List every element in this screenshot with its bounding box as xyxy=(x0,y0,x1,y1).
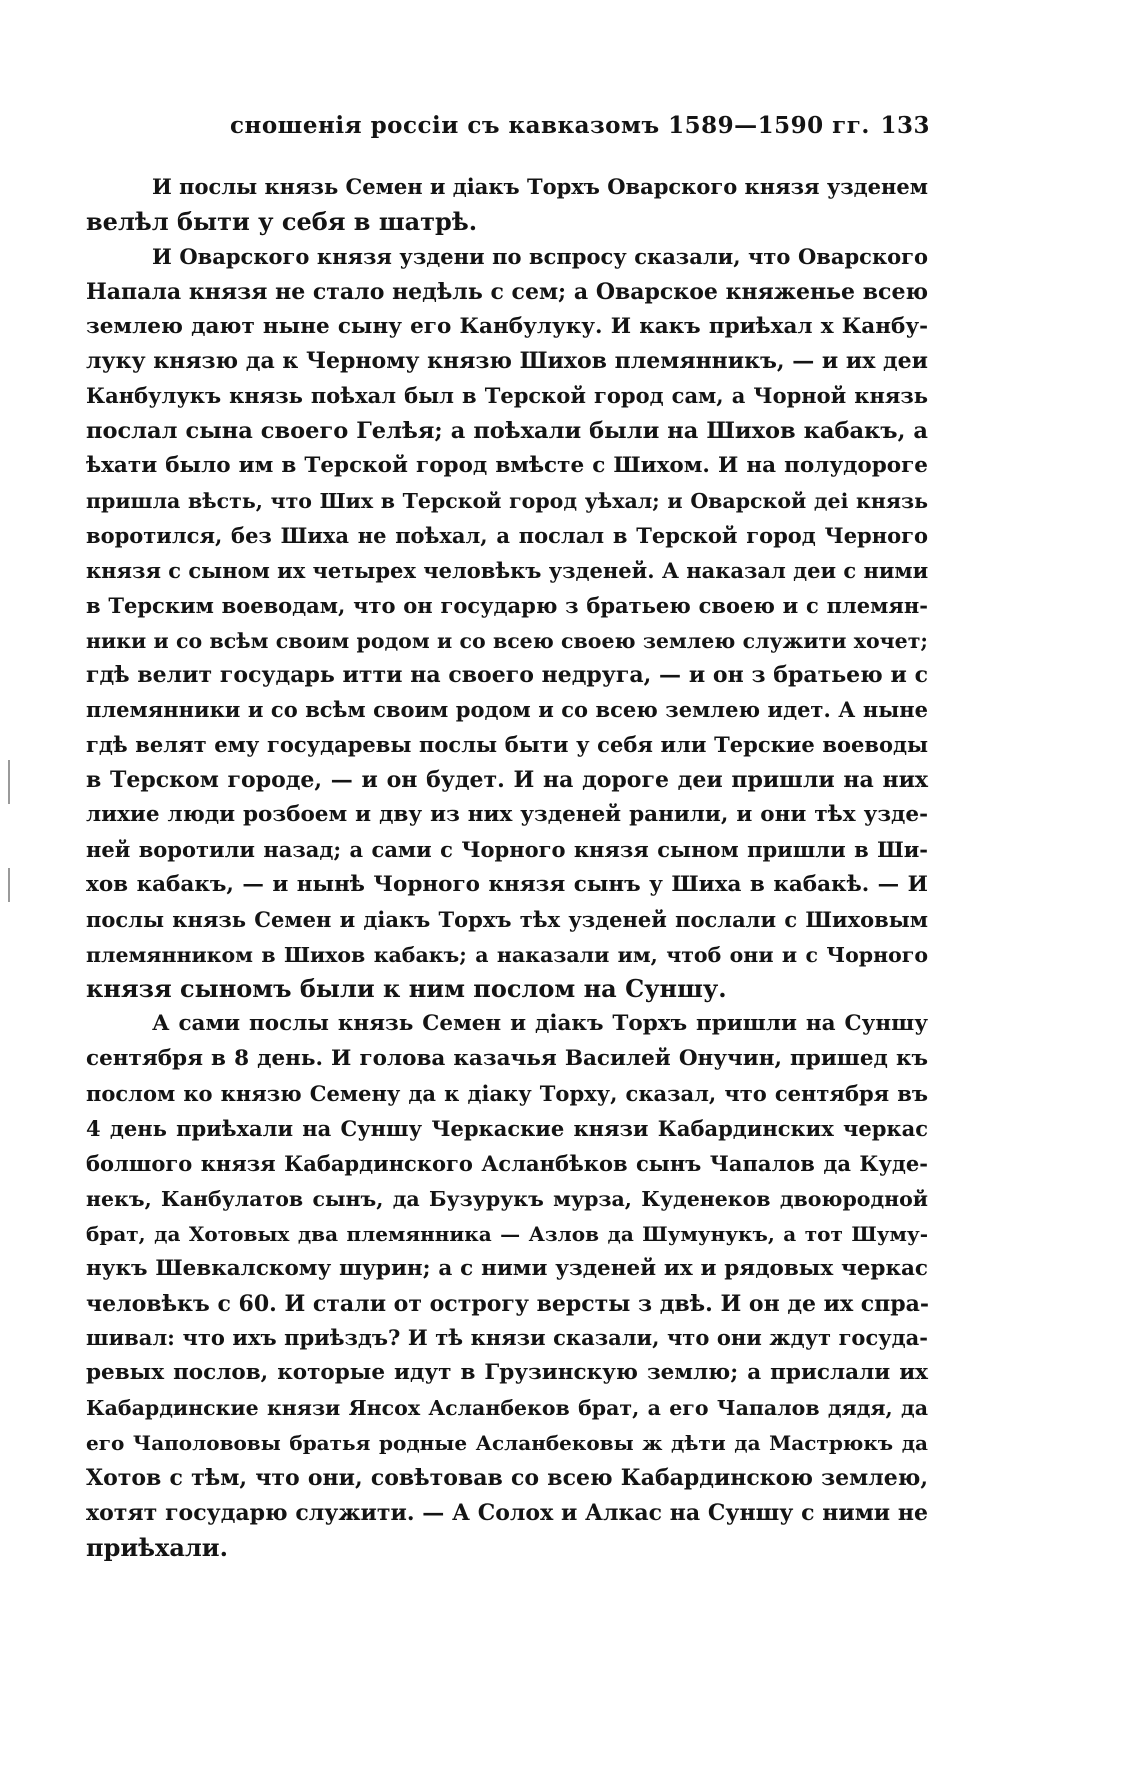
text-line: А сами послы князь Семен и діакъ Торхъ пришли на Суншу xyxy=(152,1011,928,1037)
text-line: 4 день приѣхали на Суншу Черкаские князи Кабардинских черкас xyxy=(86,1116,928,1142)
text-line: племянником в Шихов кабакъ; а наказали им, чтоб они и с Чорного xyxy=(86,942,928,967)
text-line: князя сыномъ были к ним послом на Суншу. xyxy=(86,974,727,1004)
text-line: землею дают ныне сыну его Канбулуку. И какъ приѣхал х Канбу- xyxy=(86,313,928,339)
text-line: человѣкъ с 60. И стали от острогу версты з двѣ. И он де их спра- xyxy=(86,1290,930,1317)
text-line: пришла вѣсть, что Ших в Терской город уѣхал; и Оварской деі князь xyxy=(86,489,928,514)
paragraph xyxy=(86,240,928,1008)
text-line: в Терским воеводам, что он государю з братьею своею и с племян- xyxy=(86,592,928,618)
text-line: хотят государю служити. — А Солох и Алкас на Суншу с ними не xyxy=(86,1499,928,1526)
text-line: послал сына своего Гелѣя; а поѣхали были на Шихов кабакъ, а xyxy=(86,418,928,445)
text-line: некъ, Канбулатов сынъ, да Бузурукъ мурза, Куденеков двоюродной xyxy=(86,1186,928,1211)
paragraph xyxy=(86,1007,928,1565)
text-line: Канбулукъ князь поѣхал был в Терской город сам, а Чорной князь xyxy=(86,383,928,409)
text-line: племянники и со всѣм своим родом и со всею землею идет. А ныне xyxy=(86,697,928,723)
text-line: брат, да Хотовых два племянника — Азлов да Шумунукъ, а тот Шуму- xyxy=(86,1221,928,1246)
text-line: Хотов с тѣм, что они, совѣтовав со всею Кабардинскою землею, xyxy=(86,1464,928,1491)
text-line: луку князю да к Черному князю Шихов племянникъ, — и их деи xyxy=(86,348,928,375)
text-line: ѣхати было им в Терской город вмѣсте с Шихом. И на полудороге xyxy=(86,453,928,479)
text-line: князя с сыном их четырех человѣкъ узденей. А наказал деи с ними xyxy=(86,557,929,583)
page-number: 133 xyxy=(880,112,930,139)
text-line: Напала князя не стало недѣль с сем; а Оварское княженье всею xyxy=(86,278,928,305)
paragraph xyxy=(86,170,928,240)
text-line: И Оварского князя уздени по вспросу сказали, что Оварского xyxy=(152,243,928,269)
text-line: ревых послов, которые идут в Грузинскую землю; а прислали их xyxy=(86,1360,928,1386)
text-line: нукъ Шевкалскому шурин; а с ними узденей их и рядовых черкас xyxy=(86,1255,928,1281)
margin-mark xyxy=(8,868,10,902)
page-header xyxy=(230,112,930,152)
text-line: в Терском городе, — и он будет. И на дороге деи пришли на них xyxy=(86,767,928,794)
margin-mark xyxy=(8,760,10,804)
text-line: воротился, без Шиха не поѣхал, а послал в Терской город Черного xyxy=(86,522,928,548)
text-line: гдѣ велит государь итти на своего недруга, — и он з братьею и с xyxy=(86,662,928,689)
text-line: сентября в 8 день. И голова казачья Василей Онучин, пришед къ xyxy=(86,1046,928,1072)
text-line: приѣхали. xyxy=(86,1532,228,1562)
text-line: послом ко князю Семену да к діаку Торху, сказал, что сентября въ xyxy=(86,1081,928,1107)
text-line: ней воротили назад; а сами с Чорного князя сыном пришли в Ши- xyxy=(86,836,928,862)
text-line: послы князь Семен и діакъ Торхъ тѣх узденей послали с Шиховым xyxy=(86,906,928,932)
text-line: гдѣ велят ему государевы послы быти у себя или Терские воеводы xyxy=(86,732,928,758)
text-line: И послы князь Семен и діакъ Торхъ Оварского князя узденем xyxy=(152,174,928,199)
text-line: велѣл быти у себя в шатрѣ. xyxy=(86,206,478,236)
text-line: шивал: что ихъ приѣздъ? И тѣ князи сказали, что они ждут госуда- xyxy=(86,1325,928,1351)
text-line: его Чаполововы братья родные Асланбековы ж дѣти да Мастрюкъ да xyxy=(86,1431,928,1456)
text-line: болшого князя Кабардинского Асланбѣков сынъ Чапалов да Куде- xyxy=(86,1150,928,1176)
text-line: хов кабакъ, — и нынѣ Чорного князя сынъ у Шиха в кабакѣ. — И xyxy=(86,871,928,897)
running-title: сношенія россіи съ кавказомъ 1589—1590 гг. xyxy=(230,112,870,139)
body-text xyxy=(86,170,928,1566)
text-line: ники и со всѣм своим родом и со всею своею землею служити хочет; xyxy=(86,628,928,653)
text-line: лихие люди розбоем и дву из них узденей ранили, и они тѣх узде- xyxy=(86,802,928,828)
text-line: Кабардинские князи Янсох Асланбеков брат, а его Чапалов дядя, да xyxy=(86,1396,928,1421)
